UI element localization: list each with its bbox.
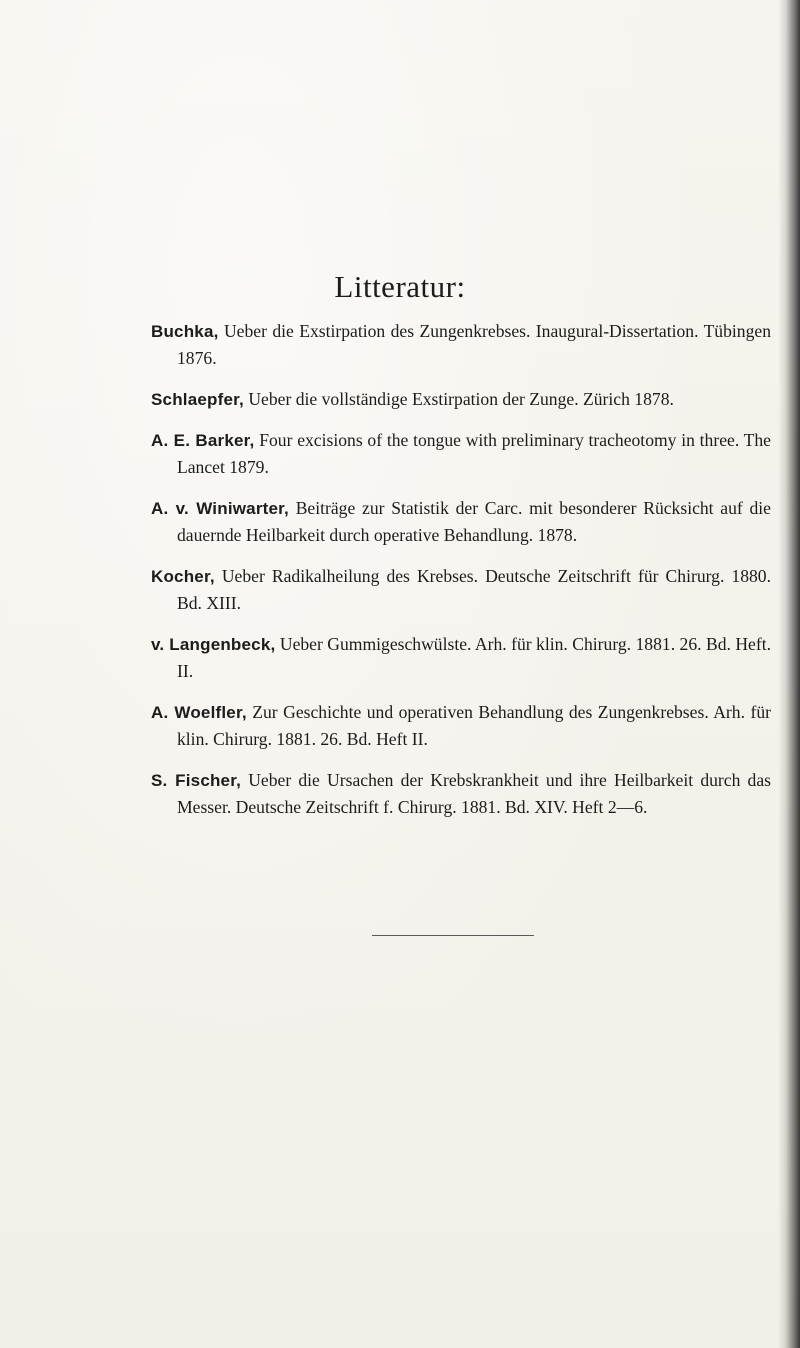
reference-item: [151, 495, 771, 549]
reference-text: Beiträge zur Statistik der Carc. mit besonderer Rücksicht auf die dauernde Heilbarkeit durch operative Behandlung. 1878.: [177, 498, 771, 545]
reference-text: Four excisions of the tongue with preliminary tracheotomy in three. The Lancet 1879.: [177, 430, 771, 477]
reference-author: A. E. Barker,: [151, 431, 255, 450]
reference-item: [151, 386, 771, 413]
reference-item: [151, 318, 771, 372]
reference-author: Kocher,: [151, 567, 215, 586]
reference-list: [151, 318, 771, 835]
reference-item: [151, 427, 771, 481]
reference-author: S. Fischer,: [151, 771, 242, 790]
reference-author: A. Woelfler,: [151, 703, 247, 722]
reference-item: [151, 631, 771, 685]
reference-text: Ueber Radikalheilung des Krebses. Deutsche Zeitschrift für Chirurg. 1880. Bd. XIII.: [177, 566, 772, 613]
reference-text: Ueber die Ursachen der Krebskrankheit und ihre Heilbarkeit durch das Messer. Deutsche Zeitschrift f. Chirurg. 1881. Bd. XIV. Heft 2—6.: [177, 770, 772, 817]
page-title: Litteratur:: [334, 268, 466, 304]
reference-item: [151, 563, 771, 617]
reference-text: Ueber Gummigeschwülste. Arh. für klin. Chirurg. 1881. 26. Bd. Heft. II.: [177, 634, 771, 681]
reference-author: Schlaepfer,: [151, 390, 244, 409]
reference-text: Ueber die vollständige Exstirpation der Zunge. Zürich 1878.: [248, 389, 674, 409]
reference-author: Buchka,: [151, 322, 219, 341]
reference-item: [151, 699, 771, 753]
end-rule-divider: [372, 935, 534, 936]
reference-author: v. Langenbeck,: [151, 635, 276, 654]
reference-item: [151, 767, 771, 821]
page-binding-edge: [778, 0, 800, 1348]
reference-text: Zur Geschichte und operativen Behandlung des Zungenkrebses. Arh. für klin. Chirurg. 1881. 26. Bd. Heft II.: [177, 702, 771, 749]
reference-text: Ueber die Exstirpation des Zungenkrebses. Inaugural-Dissertation. Tübingen 1876.: [177, 321, 771, 368]
reference-author: A. v. Winiwarter,: [151, 499, 289, 518]
